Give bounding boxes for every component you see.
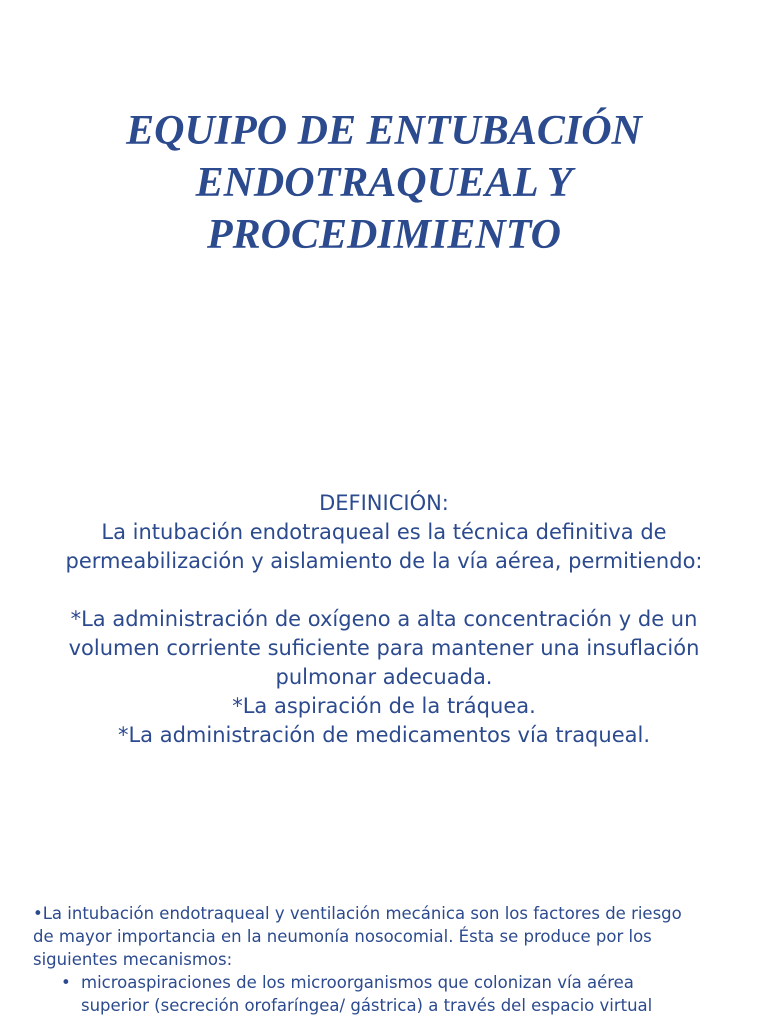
body-section [33, 902, 738, 1017]
list-item [33, 971, 738, 1017]
definition-intro-line: permeabilización y aislamiento de la vía aérea, permitiendo: [65, 549, 703, 573]
definition-heading: DEFINICIÓN: [319, 491, 449, 515]
bullet-icon: • [61, 973, 71, 992]
paragraph-spacer [20, 576, 748, 605]
definition-item-line: pulmonar adecuada. [275, 665, 493, 689]
body-line: siguientes mecanismos: [33, 950, 233, 969]
list-item-line: superior (secreción orofaríngea/ gástrica) a través del espacio virtual [81, 996, 653, 1015]
page-title [20, 105, 748, 261]
list-item-line: microaspiraciones de los microorganismos que colonizan vía aérea [81, 973, 634, 992]
definition-item-line: *La administración de oxígeno a alta concentración y de un [70, 607, 698, 631]
mechanism-list [33, 971, 738, 1017]
body-line: •La intubación endotraqueal y ventilación mecánica son los factores de riesgo [33, 904, 682, 923]
definition-item-line: *La administración de medicamentos vía traqueal. [117, 723, 650, 747]
definition-item-line: volumen corriente suficiente para mantener una insuflación [68, 636, 700, 660]
title-line: ENDOTRAQUEAL Y [195, 160, 573, 206]
title-line: EQUIPO DE ENTUBACIÓN [126, 108, 642, 154]
definition-intro-line: La intubación endotraqueal es la técnica definitiva de [101, 520, 667, 544]
body-line: de mayor importancia en la neumonía nosocomial. Ésta se produce por los [33, 927, 652, 946]
title-line: PROCEDIMIENTO [207, 212, 561, 258]
definition-section [20, 489, 748, 750]
definition-item-line: *La aspiración de la tráquea. [232, 694, 536, 718]
